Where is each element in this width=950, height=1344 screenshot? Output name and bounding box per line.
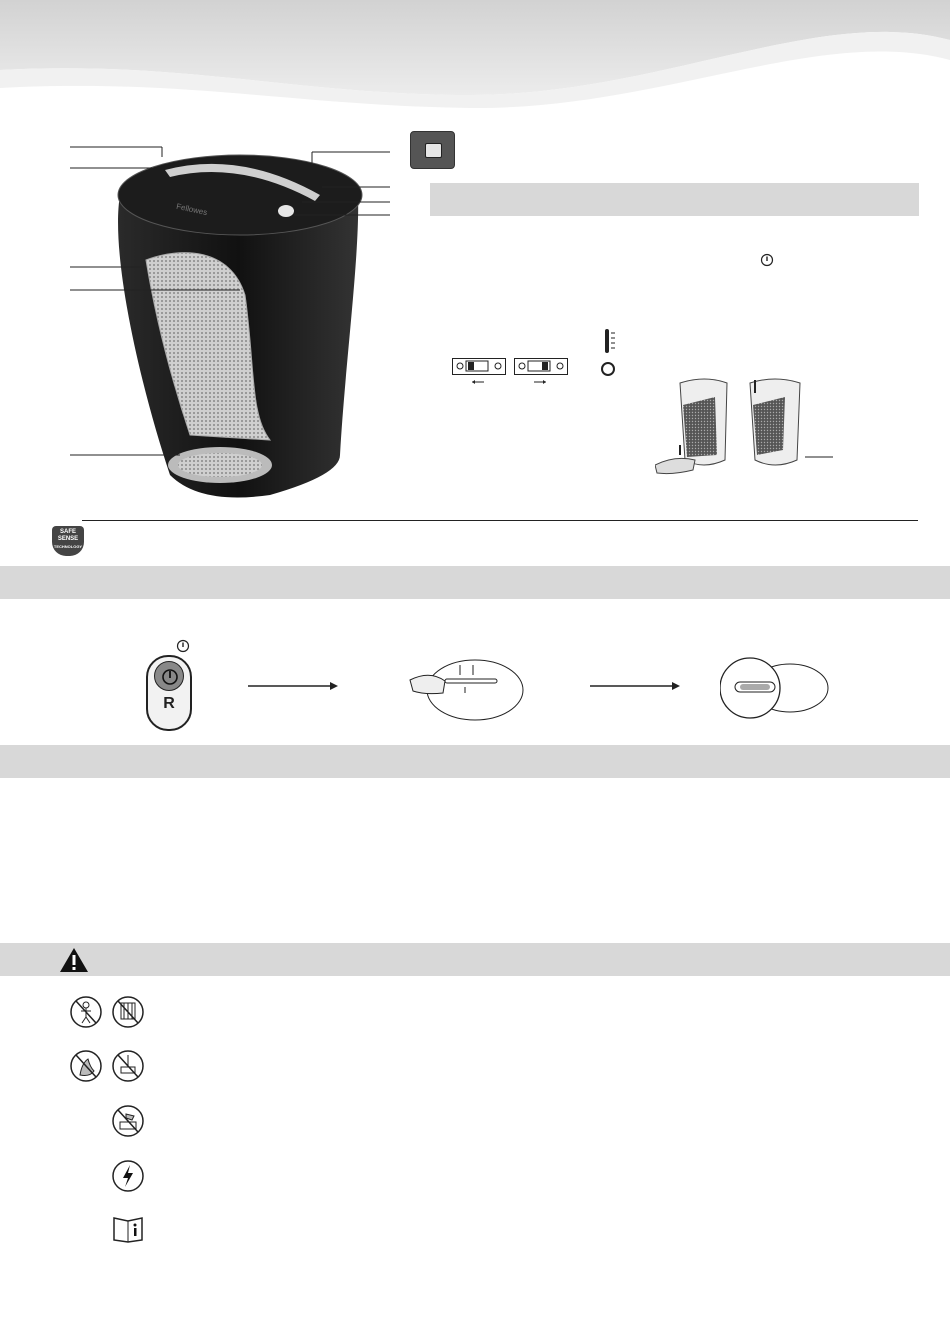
rocker-switch-icon [410,131,455,169]
read-manual-icon [112,1215,146,1243]
arrow-2 [590,681,680,691]
on-button-power-icon [155,662,185,692]
reset-button-icon [146,655,192,731]
no-aerosol-icon [71,1051,101,1081]
power-icon-small [176,639,190,653]
header-wave [0,0,950,110]
reset-letter: R [163,695,175,712]
power-icon [760,253,774,267]
electric-shock-icon [112,1159,146,1193]
bin-removal-illustration [655,375,845,485]
thermometer-icon [600,328,620,380]
section-band-maintenance [0,745,950,778]
no-children-icon [71,997,101,1027]
safety-icons-row-1 [70,995,150,1029]
warning-triangle-icon [58,946,90,974]
section-bar-top [430,183,919,216]
section-band-warning [0,943,950,976]
switch-position-diagrams [452,358,572,388]
no-liquids-icon [113,1051,143,1081]
shredder-illustration [40,135,400,515]
safety-icons-row-2 [70,1049,150,1083]
divider-line [82,520,918,521]
slot-detail-diagram [720,650,830,725]
arrow-1 [248,681,338,691]
safe-sense-badge [52,526,84,556]
brand-logo: Fellowes [175,201,209,218]
badge-line-3: TECHNOLOGY [53,544,83,549]
slot-cleaning-diagram [405,655,525,725]
badge-line-2: SENSE [57,536,79,542]
section-band-procedure [0,566,950,599]
badge-line-1: SAFE [59,529,76,535]
no-tampering-icon [112,1104,146,1138]
no-hand-insertion-icon [113,997,143,1027]
